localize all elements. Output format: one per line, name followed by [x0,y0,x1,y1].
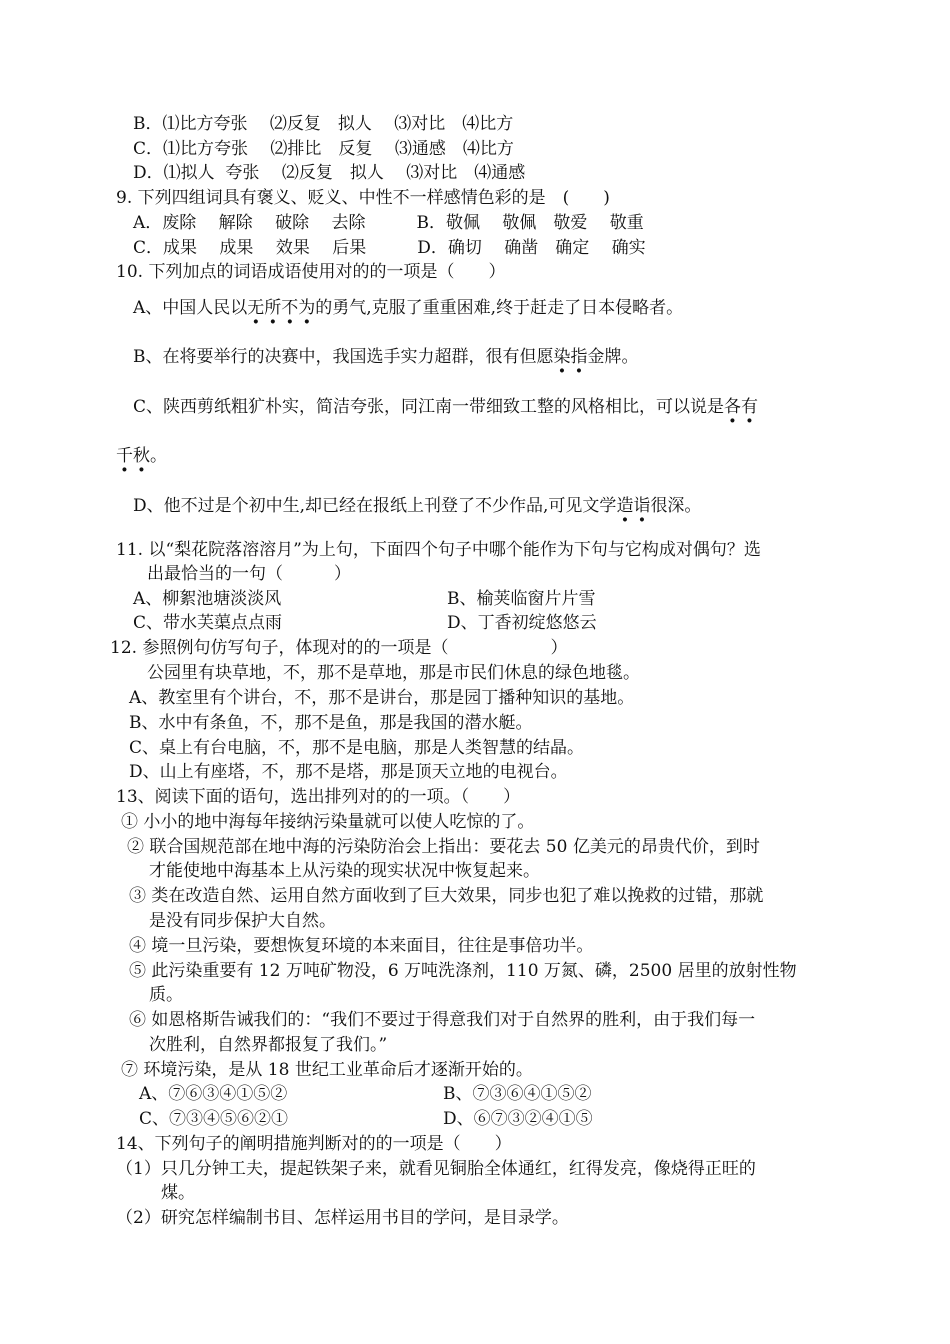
q8-option-b: B．⑴比方夸张 ⑵反复 拟人 ⑶对比 ⑷比方 [133,114,514,134]
emphasis-char: 染 [553,347,571,367]
q10-a-post: 的勇气,克服了重重困难,终于赶走了日本侵略者。 [315,298,684,318]
q13-sentence-1: ① 小小的地中海每年接纳污染量就可以使人吃惊的了。 [121,812,535,832]
q10-b-pre: B、在将要举行的决赛中，我国选手实力超群，很有但愿 [133,347,554,367]
q12-example: 公园里有块草地，不，那不是草地，那是市民们休息的绿色地毯。 [147,663,640,683]
q12-stem: 12. 参照例句仿写句子，体现对的的一项是（ ） [110,638,568,658]
q8-option-d: D．⑴拟人 夸张 ⑵反复 拟人 ⑶对比 ⑷通感 [133,163,526,183]
emphasis-char: 诣 [633,496,651,516]
q11-stem-line2: 出最恰当的一句（ ） [147,564,351,584]
q10-option-b [133,345,639,369]
q10-c-emphasis-1 [724,397,758,417]
q11-stem-line1: 11. 以“梨花院落溶溶月”为上句，下面四个句子中哪个能作为下句与它构成对偶句？选 [116,540,761,560]
emphasis-char: 造 [616,496,634,516]
q10-c-emphasis-2 [116,446,150,466]
q13-option-a: A、⑦⑥③④①⑤② [139,1084,288,1104]
q13-sentence-6-line2: 次胜利，自然界都报复了我们。” [149,1035,388,1055]
q10-option-c-line1 [133,395,758,419]
q13-sentence-7: ⑦ 环境污染，是从 18 世纪工业革命后才逐渐开始的。 [121,1060,533,1080]
emphasis-char: 各 [724,397,742,417]
q13-sentence-4: ④ 境一旦污染，要想恢复环境的本来面目，往往是事倍功半。 [129,936,594,956]
q13-option-d: D、⑥⑦③②④①⑤ [443,1109,593,1129]
emphasis-char: 指 [570,347,588,367]
q11-option-c: C、带水芙蕖点点雨 [133,613,283,633]
q10-stem: 10. 下列加点的词语成语使用对的的一项是（ ） [116,262,506,282]
q11-option-b: B、榆荚临窗片片雪 [447,589,596,609]
q14-stem: 14、下列句子的阐明措施判断对的的一项是（ ） [116,1134,512,1154]
q10-a-pre: A、中国人民以 [133,298,248,318]
q13-sentence-5-line1: ⑤ 此污染重要有 12 万吨矿物没，6 万吨洗涤剂，110 万氮、磷，2500 居里的放射性物 [129,961,797,981]
q10-b-post: 金牌。 [587,347,639,367]
q10-option-d [133,494,701,518]
emphasis-char: 有 [741,397,759,417]
q10-a-emphasis [247,298,315,318]
q10-c-pre: C、陕西剪纸粗犷朴实，简洁夸张，同江南一带细致工整的风格相比，可以说是 [133,397,725,417]
q13-stem: 13、阅读下面的语句，选出排列对的的一项。（ ） [116,787,521,807]
q14-sentence-1-line2: 煤。 [161,1183,195,1203]
q13-option-c: C、⑦③④⑤⑥②① [139,1109,289,1129]
q9-stem: 9. 下列四组词具有褒义、贬义、中性不一样感情色彩的是 ( ) [116,188,610,208]
q11-option-d: D、丁香初绽悠悠云 [447,613,597,633]
q13-option-b: B、⑦③⑥④①⑤② [443,1084,592,1104]
q14-sentence-2: （2）研究怎样编制书目、怎样运用书目的学问，是目录学。 [116,1208,569,1228]
q9-options-cd: C．成果 成果 效果 后果 D．确切 确凿 确定 确实 [133,238,646,258]
q12-option-d: D、山上有座塔，不，那不是塔，那是顶天立地的电视台。 [129,762,568,782]
q13-sentence-3-line2: 是没有同步保护大自然。 [149,911,336,931]
q10-b-emphasis [554,347,588,367]
q13-sentence-6-line1: ⑥ 如恩格斯告诫我们的：“我们不要过于得意我们对于自然界的胜利，由于我们每一 [129,1010,756,1030]
q8-option-c: C．⑴比方夸张 ⑵排比 反复 ⑶通感 ⑷比方 [133,139,514,159]
q11-option-a: A、柳絮池塘淡淡风 [133,589,282,609]
emphasis-char: 无 [247,298,265,318]
q9-options-ab: A．废除 解除 破除 去除 B．敬佩 敬佩 敬爱 敬重 [133,213,644,233]
emphasis-char: 千 [116,446,133,466]
q14-sentence-1-line1: （1）只几分钟工夫，提起铁架子来，就看见铜胎全体通红，红得发亮，像烧得正旺的 [116,1159,756,1179]
emphasis-char: 为 [298,298,316,318]
emphasis-char: 秋 [133,446,150,466]
q13-sentence-2-line2: 才能使地中海基本上从污染的现实状况中恢复起来。 [149,861,540,881]
q10-c-post: 。 [150,446,167,466]
q10-option-a [133,296,683,320]
q13-sentence-3-line1: ③ 类在改造自然、运用自然方面收到了巨大效果，同步也犯了难以挽救的过错，那就 [129,886,764,906]
q10-d-pre: D、他不过是个初中生,却已经在报纸上刊登了不少作品,可见文学 [133,496,617,516]
q12-option-a: A、教室里有个讲台，不，那不是讲台，那是园丁播种知识的基地。 [129,688,635,708]
q10-d-post: 很深。 [650,496,702,516]
q10-option-c-line2 [116,444,167,468]
q13-sentence-5-line2: 质。 [149,985,183,1005]
q12-option-c: C、桌上有台电脑，不，那不是电脑，那是人类智慧的结晶。 [129,738,585,758]
q12-option-b: B、水中有条鱼，不，那不是鱼，那是我国的潜水艇。 [129,713,533,733]
emphasis-char: 所 [264,298,282,318]
q13-sentence-2-line1: ② 联合国规范部在地中海的污染防治会上指出：要花去 50 亿美元的昂贵代价，到时 [127,837,760,857]
q10-d-emphasis [616,496,650,516]
emphasis-char: 不 [281,298,299,318]
